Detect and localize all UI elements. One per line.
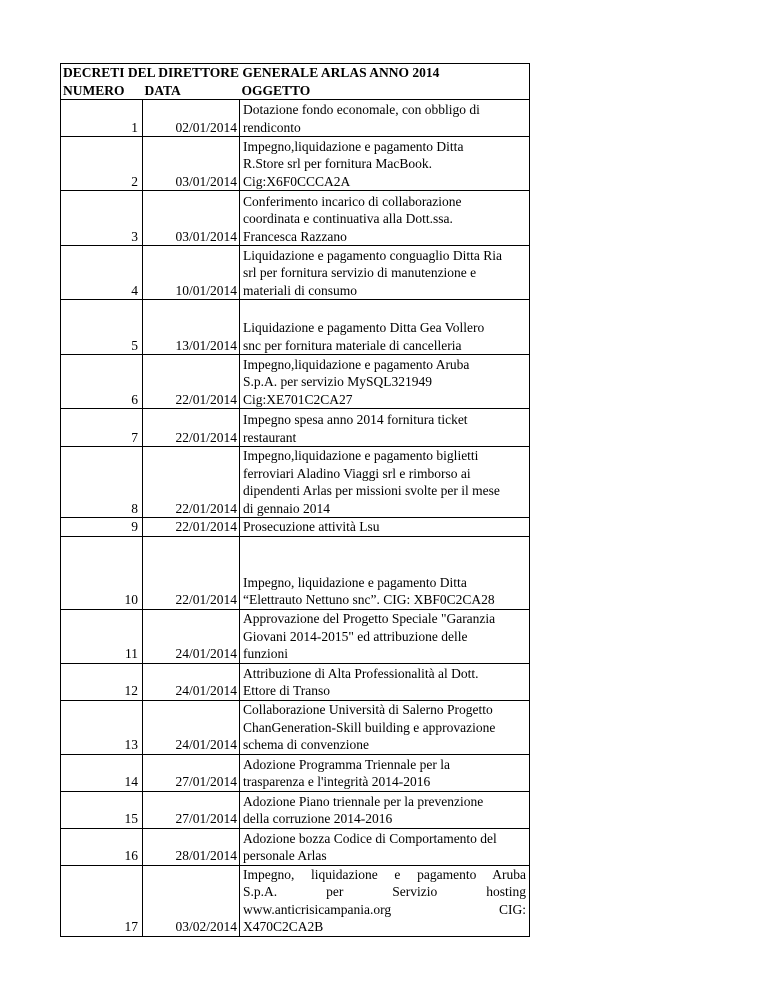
cell-oggetto: Adozione Programma Triennale per la trasparenza e l'integrità 2014-2016	[240, 754, 530, 791]
cell-oggetto: Impegno,liquidazione e pagamento Ditta R.Store srl per fornitura MacBook. Cig:X6F0CCCA2A	[240, 137, 530, 191]
cell-oggetto: Collaborazione Università di Salerno Progetto ChanGeneration-Skill building e approvazione schema di convenzione	[240, 700, 530, 754]
cell-numero: 13	[61, 700, 143, 754]
cell-oggetto: Approvazione del Progetto Speciale "Garanzia Giovani 2014-2015" ed attribuzione delle funzioni	[240, 609, 530, 663]
cell-data: 22/01/2014	[143, 355, 240, 409]
cell-oggetto: Impegno, liquidazione e pagamento Ditta “Elettrauto Nettuno snc”. CIG: XBF0C2CA28	[240, 536, 530, 609]
cell-oggetto-line: Impegno, liquidazione e pagamento Aruba	[243, 866, 526, 882]
decrees-table	[60, 63, 530, 937]
cell-numero: 7	[61, 409, 143, 447]
cell-data: 22/01/2014	[143, 518, 240, 537]
table-row	[61, 137, 530, 191]
cell-data: 03/01/2014	[143, 191, 240, 246]
cell-oggetto: Impegno spesa anno 2014 fornitura ticket restaurant	[240, 409, 530, 447]
table-row	[61, 754, 530, 791]
cell-oggetto: Conferimento incarico di collaborazione coordinata e continuativa alla Dott.ssa. Francesca Razzano	[240, 191, 530, 246]
cell-numero: 14	[61, 754, 143, 791]
cell-numero: 15	[61, 791, 143, 828]
cell-data: 28/01/2014	[143, 828, 240, 865]
header-oggetto: OGGETTO	[240, 82, 530, 100]
cell-data: 03/01/2014	[143, 137, 240, 191]
cell-numero: 2	[61, 137, 143, 191]
table-row	[61, 700, 530, 754]
cell-oggetto-line: www.anticrisicampania.org CIG:	[243, 901, 526, 917]
table-row	[61, 518, 530, 537]
cell-oggetto: Dotazione fondo economale, con obbligo di rendiconto	[240, 100, 530, 137]
title-row	[61, 64, 530, 82]
cell-oggetto: Liquidazione e pagamento conguaglio Ditta Ria srl per fornitura servizio di manutenzione e materiali di consumo	[240, 246, 530, 300]
table-row	[61, 663, 530, 700]
table-title: DECRETI DEL DIRETTORE GENERALE ARLAS ANNO 2014	[61, 64, 530, 82]
cell-numero: 4	[61, 246, 143, 300]
cell-oggetto: Liquidazione e pagamento Ditta Gea Vollero snc per fornitura materiale di cancelleria	[240, 300, 530, 355]
cell-oggetto: Attribuzione di Alta Professionalità al Dott. Ettore di Transo	[240, 663, 530, 700]
cell-data: 22/01/2014	[143, 536, 240, 609]
table-row	[61, 100, 530, 137]
cell-oggetto	[240, 865, 530, 936]
cell-numero: 5	[61, 300, 143, 355]
cell-numero: 8	[61, 447, 143, 518]
cell-data: 10/01/2014	[143, 246, 240, 300]
cell-data: 22/01/2014	[143, 409, 240, 447]
cell-oggetto-line: X470C2CA2B	[243, 919, 324, 934]
cell-oggetto: Adozione Piano triennale per la prevenzione della corruzione 2014-2016	[240, 791, 530, 828]
cell-data: 24/01/2014	[143, 663, 240, 700]
cell-numero: 3	[61, 191, 143, 246]
cell-numero: 1	[61, 100, 143, 137]
cell-data: 24/01/2014	[143, 609, 240, 663]
table-row	[61, 609, 530, 663]
table-row	[61, 191, 530, 246]
table-row	[61, 409, 530, 447]
cell-numero: 9	[61, 518, 143, 537]
cell-numero: 17	[61, 865, 143, 936]
cell-numero: 6	[61, 355, 143, 409]
table-row	[61, 536, 530, 609]
cell-oggetto: Impegno,liquidazione e pagamento Aruba S.p.A. per servizio MySQL321949 Cig:XE701C2CA27	[240, 355, 530, 409]
cell-oggetto: Adozione bozza Codice di Comportamento del personale Arlas	[240, 828, 530, 865]
cell-oggetto: Impegno,liquidazione e pagamento biglietti ferroviari Aladino Viaggi srl e rimborso ai dipendenti Arlas per missioni svolte per il mese di gennaio 2014	[240, 447, 530, 518]
cell-data: 27/01/2014	[143, 754, 240, 791]
cell-numero: 16	[61, 828, 143, 865]
table-row	[61, 246, 530, 300]
cell-numero: 10	[61, 536, 143, 609]
cell-numero: 12	[61, 663, 143, 700]
header-numero: NUMERO	[61, 82, 143, 100]
table-row	[61, 791, 530, 828]
table-row	[61, 300, 530, 355]
cell-data: 27/01/2014	[143, 791, 240, 828]
cell-numero: 11	[61, 609, 143, 663]
cell-oggetto: Prosecuzione attività Lsu	[240, 518, 530, 537]
cell-data: 24/01/2014	[143, 700, 240, 754]
table-row	[61, 447, 530, 518]
table-row	[61, 828, 530, 865]
table-row	[61, 865, 530, 936]
cell-data: 02/01/2014	[143, 100, 240, 137]
header-data: DATA	[144, 82, 181, 98]
cell-data: 03/02/2014	[143, 865, 240, 936]
cell-oggetto-line: S.p.A. per Servizio hosting	[243, 884, 526, 899]
header-row	[61, 82, 530, 100]
table-row	[61, 355, 530, 409]
cell-data: 22/01/2014	[143, 447, 240, 518]
cell-data: 13/01/2014	[143, 300, 240, 355]
